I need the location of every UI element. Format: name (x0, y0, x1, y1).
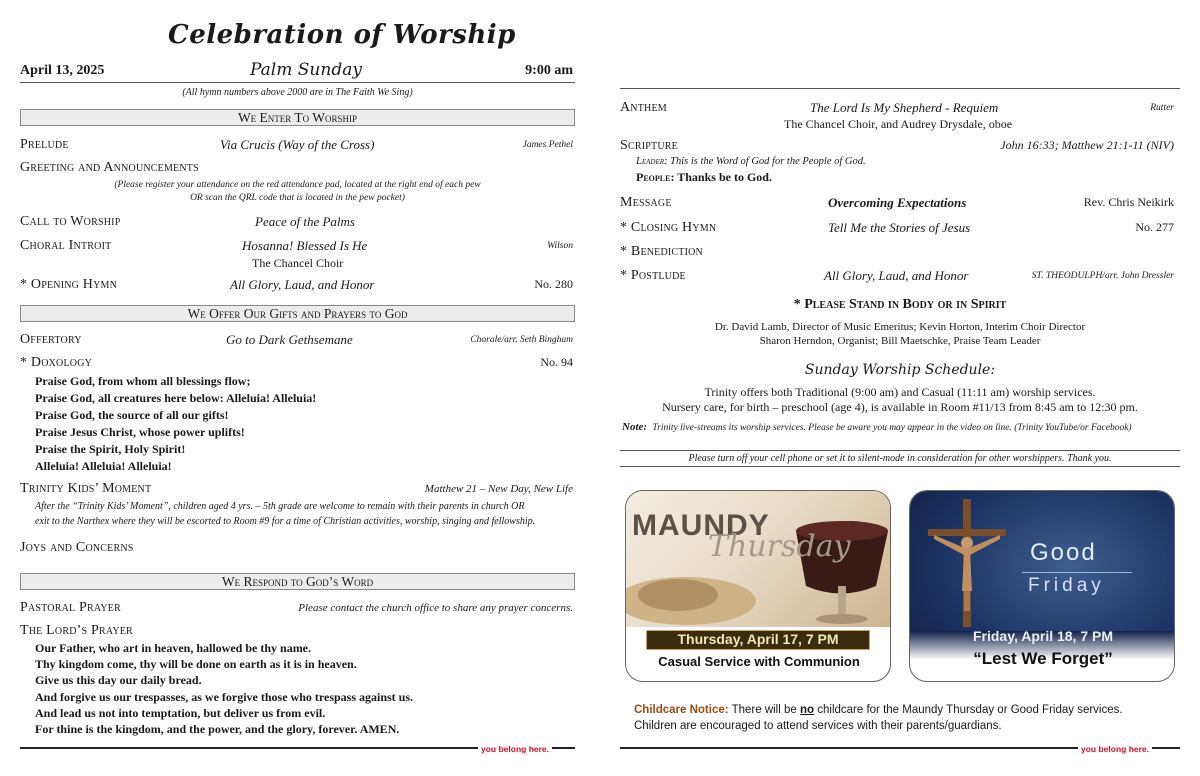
anthem-credit: Rutter (1150, 103, 1174, 113)
scripture-people (636, 170, 772, 185)
greeting-note-1: (Please register your attendance on the red attendance pad, located at the right end of each pew (114, 180, 481, 190)
kids-row (20, 481, 575, 499)
opening-title: All Glory, Laud, and Honor (230, 277, 375, 292)
offertory-row (20, 332, 575, 350)
offertory-label: Offertory (20, 332, 82, 347)
schedule-line-1: Trinity offers both Traditional (9:00 am) and Casual (11:11 am) worship services. (704, 385, 1096, 399)
prelude-row (20, 137, 575, 155)
joys-row (20, 540, 575, 558)
greeting-row (20, 160, 575, 178)
stand-note: * Please Stand in Body or in Spirit (793, 297, 1007, 312)
prelude-label: Prelude (20, 137, 69, 152)
call-title: Peace of the Palms (255, 214, 355, 229)
leader-label: Leader: (636, 156, 668, 167)
message-title: Overcoming Expectations (828, 195, 967, 210)
leader-text: This is the Word of God for the People of God. (670, 156, 866, 167)
date-rule (20, 82, 575, 83)
doxology-line: Praise God, all creatures here below: Alleluia! Alleluia! (35, 391, 317, 405)
introit-row (20, 238, 575, 256)
anthem-performer: The Chancel Choir, and Audrey Drysdale, oboe (784, 117, 1013, 131)
offertory-credit: Chorale/arr. Seth Bingham (470, 335, 573, 345)
benediction-row (620, 244, 1180, 262)
greeting-label: Greeting and Announcements (20, 160, 199, 175)
doxology-label: * Doxology (20, 355, 93, 370)
phone-rule-top (620, 450, 1180, 451)
introit-credit: Wilson (547, 241, 573, 251)
lords-line: Give us this day our daily bread. (35, 673, 202, 688)
phone-rule-bottom (620, 466, 1180, 467)
friday-word: Friday (1028, 575, 1105, 596)
phone-note: Please turn off your cell phone or set it to silent-mode in consideration for other worshippers. Thank you. (688, 453, 1112, 464)
left-page (20, 0, 575, 776)
doxology-line: Alleluia! Alleluia! Alleluia! (35, 459, 172, 473)
anthem-title: The Lord Is My Shepherd - Requiem (810, 100, 999, 115)
lords-row (20, 623, 575, 641)
greeting-note-2: OR scan the QRL code that is located in the pew pocket) (190, 193, 405, 203)
opening-row (20, 277, 575, 295)
hymn-note: (All hymn numbers above 2000 are in The Faith We Sing) (182, 87, 413, 98)
note-label: Note: (622, 421, 648, 433)
closing-label: * Closing Hymn (620, 220, 717, 235)
service-time: 9:00 am (525, 63, 573, 78)
lords-line: And lead us not into temptation, but deliver us from evil. (35, 705, 326, 720)
staff-credits (620, 320, 1180, 348)
good-friday-card (909, 490, 1175, 682)
bulletin-title: Celebration of Worship (168, 20, 516, 50)
childcare-a: There will be (731, 704, 797, 716)
service-date: April 13, 2025 (20, 63, 105, 78)
kids-label: Trinity Kids’ Moment (20, 481, 152, 496)
introit-label: Choral Introit (20, 238, 112, 253)
maundy-word: MAUNDY (632, 509, 770, 542)
lords-lines (35, 640, 413, 737)
childcare-line-2: Children are encouraged to attend services with their parents/guardians. (634, 720, 1002, 732)
footer-tagline: you belong here. (1078, 744, 1152, 754)
maundy-desc: Casual Service with Communion (658, 654, 860, 669)
doxology-line: Praise God, from whom all blessings flow; (35, 374, 251, 388)
postlude-title: All Glory, Laud, and Honor (824, 268, 969, 283)
maundy-image (626, 491, 891, 627)
introit-performer: The Chancel Choir (252, 256, 344, 270)
childcare-label: Childcare Notice: (634, 704, 729, 716)
scripture-label: Scripture (620, 138, 678, 153)
lords-line: Our Father, who art in heaven, hallowed be thy name. (35, 641, 312, 655)
doxology-line: Praise Jesus Christ, whose power uplifts! (35, 425, 245, 439)
message-label: Message (620, 195, 672, 210)
kids-note-1: After the “Trinity Kids’ Moment”, children aged 4 yrs. – 5th grade are welcome to remain with their parents in church OR (35, 501, 525, 512)
doxology-lines (35, 373, 316, 475)
postlude-credit: ST. THEODULPH/arr. John Dressler (1031, 271, 1174, 281)
footer-tagline: you belong here. (478, 744, 552, 754)
pastoral-note: Please contact the church office to share any prayer concerns. (298, 602, 573, 614)
doxology-row (20, 355, 575, 373)
introit-title: Hosanna! Blessed Is He (242, 238, 368, 253)
childcare-notice (634, 702, 1123, 734)
offertory-title: Go to Dark Gethsemane (226, 332, 353, 347)
doxology-line: Praise God, the source of all our gifts! (35, 408, 229, 422)
postlude-row (620, 268, 1180, 286)
good-word: Good (1030, 539, 1097, 566)
people-label: People: (636, 170, 675, 184)
schedule-lines (620, 385, 1180, 415)
scripture-leader (636, 156, 866, 167)
childcare-line-1 (634, 702, 1123, 718)
thursday-word: Thursday (708, 529, 851, 564)
maundy-thursday-card (625, 490, 891, 682)
schedule-line-2: Nursery care, for birth – preschool (age 4), is available in Room #11/13 from 8:45 am to 12:30 pm. (662, 400, 1138, 414)
message-row (620, 195, 1180, 213)
note-text: Trinity live-streams its worship services. Please be aware you may appear in the video on line. (Trinity YouTube/or Facebook) (652, 423, 1132, 433)
prelude-credit: James Pethel (522, 140, 573, 150)
kids-note (35, 499, 535, 529)
anthem-row (620, 100, 1180, 118)
childcare-b: childcare for the Maundy Thursday or Good Friday services. (817, 704, 1123, 716)
greeting-note (20, 179, 575, 205)
scripture-row (620, 138, 1180, 156)
pastoral-row (20, 600, 575, 618)
closing-number: No. 277 (1135, 220, 1174, 234)
joys-label: Joys and Concerns (20, 540, 134, 555)
scripture-ref: John 16:33; Matthew 21:1-11 (NIV) (1000, 138, 1174, 152)
closing-title: Tell Me the Stories of Jesus (828, 220, 971, 235)
pastoral-label: Pastoral Prayer (20, 600, 121, 615)
lords-line: And forgive us our trespasses, as we forgive those who trespass against us. (35, 689, 414, 704)
message-speaker: Rev. Chris Neikirk (1083, 195, 1174, 209)
good-friday-divider (1022, 572, 1132, 573)
schedule-title: Sunday Worship Schedule: (804, 362, 996, 378)
postlude-label: * Postlude (620, 268, 686, 283)
prelude-title: Via Crucis (Way of the Cross) (220, 137, 375, 152)
livestream-note (622, 421, 1132, 433)
kids-ref: Matthew 21 – New Day, New Life (424, 483, 573, 495)
benediction-label: * Benediction (620, 244, 703, 259)
lords-label: The Lord’s Prayer (20, 623, 133, 638)
lords-line: Thy kingdom come, thy will be done on earth as it is in heaven. (35, 657, 357, 672)
staff-line-1: Dr. David Lamb, Director of Music Emeritus; Kevin Horton, Interim Choir Director (714, 321, 1086, 333)
top-rule (620, 88, 1180, 89)
call-row (20, 214, 575, 232)
closing-row (620, 220, 1180, 238)
people-text: Thanks be to God. (677, 170, 772, 184)
section-enter: We Enter To Worship (20, 109, 575, 126)
right-page (620, 0, 1180, 776)
occasion: Palm Sunday (250, 60, 362, 80)
maundy-date: Thursday, April 17, 7 PM (646, 630, 870, 650)
opening-number: No. 280 (534, 277, 573, 291)
section-respond: We Respond to God’s Word (20, 573, 575, 590)
date-line (20, 60, 575, 83)
staff-line-2: Sharon Herndon, Organist; Bill Maetschke, Praise Team Leader (759, 335, 1041, 347)
doxology-line: Praise the Spirit, Holy Spirit! (35, 442, 186, 456)
lords-line: For thine is the kingdom, and the power, and the glory, forever. AMEN. (35, 722, 400, 737)
good-friday-date: Friday, April 18, 7 PM (972, 628, 1114, 644)
kids-note-2: exit to the Narthex where they will be escorted to Room #9 for a time of Christian activities, worship, singing and fellowship. (35, 516, 536, 527)
doxology-number: No. 94 (540, 355, 573, 369)
anthem-label: Anthem (620, 100, 667, 115)
section-offer: We Offer Our Gifts and Prayers to God (20, 305, 575, 322)
good-friday-desc: “Lest We Forget” (973, 649, 1113, 668)
childcare-no: no (799, 704, 815, 716)
opening-label: * Opening Hymn (20, 277, 118, 292)
call-label: Call to Worship (20, 214, 121, 229)
